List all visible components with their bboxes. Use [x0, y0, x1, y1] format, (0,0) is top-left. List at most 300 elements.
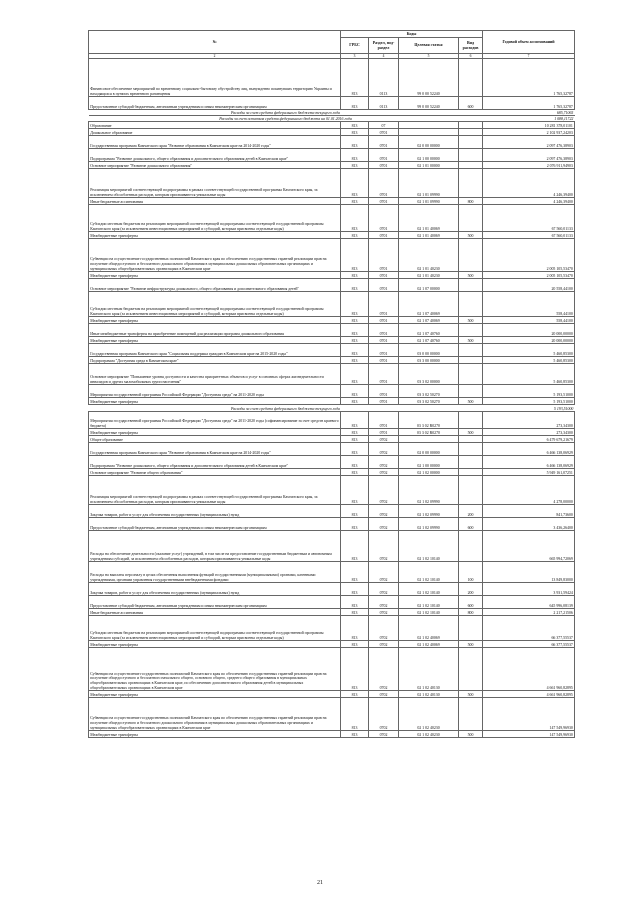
- row-amount: 20 000,00000: [483, 324, 575, 337]
- row-article: 02 1 02 09990: [399, 476, 459, 505]
- row-grbs: 813: [341, 272, 369, 279]
- row-name: Предоставление субсидий бюджетным, автономным учреждениям и иным некоммерческим организациям: [89, 518, 341, 531]
- row-name: Дошкольное образование: [89, 129, 341, 136]
- table-row: [89, 136, 575, 149]
- row-article: 03 0 00 00000: [399, 344, 459, 357]
- table-row: [89, 324, 575, 337]
- table-row: [89, 122, 575, 129]
- row-expense-type: [459, 456, 483, 469]
- row-article: 02 1 02 10140: [399, 583, 459, 596]
- row-section: 0702: [369, 531, 399, 562]
- row-amount: 2 076 911,94903: [483, 162, 575, 169]
- row-name: Иные межбюджетные трансферты на приобретение помещений для реализации программ дошкольного образования: [89, 324, 341, 337]
- row-section: 0701: [369, 344, 399, 357]
- row-amount: 6 479 679,21679: [483, 436, 575, 443]
- row-name: Мероприятия государственной программы Российской Федерации "Доступная среда" на 2011-2020 годы (софинансирование за счет средств краевого бюджета): [89, 412, 341, 429]
- row-name: Межбюджетные трансферты: [89, 272, 341, 279]
- row-amount: 4 278,00000: [483, 476, 575, 505]
- row-name: Межбюджетные трансферты: [89, 317, 341, 324]
- row-amount: 3 931,59424: [483, 583, 575, 596]
- funding-note-amount: 685,71065: [483, 110, 575, 116]
- row-article: 03 3 02 R0270: [399, 429, 459, 436]
- table-row: [89, 476, 575, 505]
- row-amount: 273,34300: [483, 429, 575, 436]
- row-name: Предоставление субсидий бюджетным, автономным учреждениям и иным некоммерческим организациям: [89, 596, 341, 609]
- row-amount: 273,34300: [483, 412, 575, 429]
- budget-table: [88, 30, 575, 738]
- row-section: 0701: [369, 279, 399, 292]
- row-name: Расходы на обеспечение деятельности (оказание услуг) учреждений, в том числе на предоставление государственным бюджетным и автономным учреждениям субсидий, за исключением обособленных расходов, которым присваиваются уникальные коды: [89, 531, 341, 562]
- table-row: [89, 272, 575, 279]
- row-expense-type: 800: [459, 198, 483, 205]
- row-section: 0702: [369, 731, 399, 738]
- row-article: 02 1 02 10140: [399, 596, 459, 609]
- row-name: Реализация мероприятий соответствующей подпрограммы в рамках соответствующей государственной программы Камчатского края, за исключением обособленных расходов, которым присваиваются уникальные коды: [89, 169, 341, 198]
- row-grbs: 813: [341, 412, 369, 429]
- row-grbs: 813: [341, 443, 369, 456]
- row-expense-type: 500: [459, 429, 483, 436]
- budget-table-body: [89, 31, 575, 738]
- row-grbs: 813: [341, 469, 369, 476]
- row-expense-type: 500: [459, 398, 483, 405]
- funding-note-amount: 1 088,11722: [483, 116, 575, 122]
- row-article: 02 0 00 00000: [399, 443, 459, 456]
- row-article: 03 3 02 R0270: [399, 412, 459, 429]
- row-grbs: 813: [341, 122, 369, 129]
- row-amount: 5 460,85300: [483, 357, 575, 364]
- row-article: 03 3 00 00000: [399, 357, 459, 364]
- funding-note-text: Расходы за счет средств федерального бюджета текущего года: [89, 110, 483, 116]
- row-article: 02 1 02 40230: [399, 731, 459, 738]
- row-section: 0702: [369, 505, 399, 518]
- row-name: Расходы на выплаты персоналу в целях обеспечения выполнения функций государственными (муниципальными) органами, казенными учреждениями, органами управления государственными внебюджетными фондами: [89, 562, 341, 583]
- row-grbs: 813: [341, 641, 369, 648]
- row-section: 0702: [369, 583, 399, 596]
- row-grbs: 813: [341, 317, 369, 324]
- row-grbs: 813: [341, 436, 369, 443]
- header-row: [89, 31, 575, 38]
- row-section: 0701: [369, 205, 399, 232]
- table-row: [89, 97, 575, 110]
- table-row: [89, 531, 575, 562]
- row-grbs: 813: [341, 344, 369, 357]
- row-expense-type: 800: [459, 609, 483, 616]
- table-row: [89, 205, 575, 232]
- table-row: [89, 436, 575, 443]
- row-article: [399, 436, 459, 443]
- table-row: [89, 616, 575, 641]
- row-section: 0701: [369, 429, 399, 436]
- row-expense-type: 500: [459, 232, 483, 239]
- row-amount: 147 549,96930: [483, 731, 575, 738]
- row-section: 0702: [369, 698, 399, 731]
- row-expense-type: 500: [459, 691, 483, 698]
- table-row: [89, 691, 575, 698]
- row-amount: 558,44100: [483, 317, 575, 324]
- table-row: [89, 596, 575, 609]
- row-name: Подпрограмма "Развитие дошкольного, общего образования и дополнительного образования детей в Камчатском крае": [89, 149, 341, 162]
- row-name: Межбюджетные трансферты: [89, 731, 341, 738]
- row-expense-type: 200: [459, 505, 483, 518]
- row-section: 0702: [369, 518, 399, 531]
- row-name: Основное мероприятие "Развитие инфраструктуры дошкольного, общего образования и дополнительного образования детей": [89, 279, 341, 292]
- row-grbs: 813: [341, 205, 369, 232]
- row-grbs: 813: [341, 691, 369, 698]
- row-grbs: 813: [341, 505, 369, 518]
- table-row: [89, 429, 575, 436]
- row-article: 02 1 07 00000: [399, 279, 459, 292]
- table-row: [89, 364, 575, 385]
- row-amount: 2 097 476,38903: [483, 149, 575, 162]
- row-article: [399, 122, 459, 129]
- row-section: 07: [369, 122, 399, 129]
- row-grbs: 813: [341, 357, 369, 364]
- row-grbs: 813: [341, 596, 369, 609]
- row-grbs: 813: [341, 324, 369, 337]
- row-expense-type: [459, 469, 483, 476]
- row-name: Иные бюджетные ассигнования: [89, 198, 341, 205]
- table-row: [89, 149, 575, 162]
- row-expense-type: [459, 476, 483, 505]
- row-grbs: 813: [341, 198, 369, 205]
- row-amount: 5 193,51000: [483, 385, 575, 398]
- column-number: 6: [459, 54, 483, 59]
- row-amount: 5 949 161,07251: [483, 469, 575, 476]
- row-expense-type: [459, 136, 483, 149]
- row-expense-type: 500: [459, 272, 483, 279]
- table-row: [89, 317, 575, 324]
- row-article: 02 1 02 00000: [399, 469, 459, 476]
- row-name: Закупка товаров, работ и услуг для обеспечения государственных (муниципальных) нужд: [89, 583, 341, 596]
- row-section: 0701: [369, 398, 399, 405]
- row-expense-type: [459, 149, 483, 162]
- table-row: [89, 648, 575, 691]
- header-grbs: ГРБС: [341, 38, 369, 54]
- row-article: 02 1 02 40130: [399, 648, 459, 691]
- row-article: 99 0 00 52240: [399, 59, 459, 97]
- row-name: Предоставление субсидий бюджетным, автономным учреждениям и иным некоммерческим организациям: [89, 97, 341, 110]
- row-article: 02 1 01 00000: [399, 162, 459, 169]
- row-amount: 13 849,83000: [483, 562, 575, 583]
- row-expense-type: [459, 169, 483, 198]
- row-section: 0701: [369, 198, 399, 205]
- row-section: 0701: [369, 385, 399, 398]
- row-article: 02 1 02 40230: [399, 698, 459, 731]
- row-grbs: 813: [341, 698, 369, 731]
- table-row: [89, 239, 575, 272]
- row-expense-type: [459, 616, 483, 641]
- row-amount: 1 765,32787: [483, 97, 575, 110]
- row-expense-type: 100: [459, 562, 483, 583]
- row-article: 02 1 02 09990: [399, 505, 459, 518]
- row-grbs: 813: [341, 531, 369, 562]
- row-grbs: 813: [341, 562, 369, 583]
- row-expense-type: [459, 436, 483, 443]
- table-row: [89, 357, 575, 364]
- row-section: 0701: [369, 232, 399, 239]
- row-name: Подпрограмма "Доступная среда в Камчатском крае": [89, 357, 341, 364]
- table-row: [89, 129, 575, 136]
- row-grbs: 813: [341, 232, 369, 239]
- row-expense-type: 600: [459, 596, 483, 609]
- row-name: Межбюджетные трансферты: [89, 691, 341, 698]
- row-grbs: 813: [341, 731, 369, 738]
- row-amount: 2 005 105,53470: [483, 239, 575, 272]
- row-section: 0113: [369, 59, 399, 97]
- row-article: 02 1 00 00000: [399, 149, 459, 162]
- row-article: 02 1 07 40069: [399, 317, 459, 324]
- row-amount: 67 560,01133: [483, 232, 575, 239]
- row-section: 0702: [369, 469, 399, 476]
- funding-note-text: Расходы за счет остатков средств федерального бюджета на 01.01.2016 года: [89, 116, 483, 122]
- row-section: 0701: [369, 364, 399, 385]
- row-amount: 4 661 960,82895: [483, 691, 575, 698]
- row-name: Основное мероприятие "Развитие общего образования": [89, 469, 341, 476]
- table-row: [89, 279, 575, 292]
- row-grbs: 813: [341, 97, 369, 110]
- row-grbs: 813: [341, 398, 369, 405]
- row-section: 0702: [369, 562, 399, 583]
- row-expense-type: [459, 648, 483, 691]
- row-grbs: 813: [341, 59, 369, 97]
- row-section: 0702: [369, 596, 399, 609]
- row-name: Подпрограмма "Развитие дошкольного, общего образования и дополнительного образования детей в Камчатском крае": [89, 456, 341, 469]
- row-name: Образование: [89, 122, 341, 129]
- header-codes: Коды: [341, 31, 483, 38]
- row-amount: 147 549,96930: [483, 698, 575, 731]
- row-section: 0701: [369, 272, 399, 279]
- row-grbs: 813: [341, 169, 369, 198]
- row-article: 02 1 02 10140: [399, 609, 459, 616]
- row-expense-type: [459, 279, 483, 292]
- row-name: Основное мероприятие "Повышение уровня доступности и качества приоритетных объектов и услуг в основных сферах жизнедеятельности инвалидов и других маломобильных групп населения": [89, 364, 341, 385]
- row-expense-type: 600: [459, 518, 483, 531]
- row-amount: 10 281 378,01101: [483, 122, 575, 129]
- row-expense-type: [459, 205, 483, 232]
- row-grbs: 813: [341, 239, 369, 272]
- row-name: Основное мероприятие "Развитие дошкольного образования": [89, 162, 341, 169]
- table-row: [89, 385, 575, 398]
- row-grbs: 813: [341, 149, 369, 162]
- row-amount: 5 460,85300: [483, 344, 575, 357]
- row-article: 02 1 07 40760: [399, 337, 459, 344]
- row-name: Иные бюджетные ассигнования: [89, 609, 341, 616]
- row-article: 02 1 02 10140: [399, 562, 459, 583]
- row-expense-type: [459, 443, 483, 456]
- row-amount: 20 558,44100: [483, 279, 575, 292]
- row-section: 0701: [369, 239, 399, 272]
- row-grbs: 813: [341, 385, 369, 398]
- row-section: 0701: [369, 169, 399, 198]
- row-section: 0702: [369, 609, 399, 616]
- table-row: [89, 412, 575, 429]
- row-expense-type: [459, 412, 483, 429]
- table-row: [89, 562, 575, 583]
- column-number: 7: [483, 54, 575, 59]
- table-row: [89, 456, 575, 469]
- row-amount: 558,44100: [483, 292, 575, 317]
- row-grbs: 813: [341, 162, 369, 169]
- column-number: 3: [341, 54, 369, 59]
- funding-note-amount: 5 193,51000: [483, 405, 575, 412]
- row-grbs: 813: [341, 476, 369, 505]
- row-amount: 6 466 138,06929: [483, 456, 575, 469]
- table-row: [89, 169, 575, 198]
- row-expense-type: [459, 129, 483, 136]
- row-amount: 645 996,08139: [483, 596, 575, 609]
- row-expense-type: 500: [459, 731, 483, 738]
- row-section: 0701: [369, 412, 399, 429]
- row-name: Общее образование: [89, 436, 341, 443]
- row-amount: 665 994,72069: [483, 531, 575, 562]
- row-section: 0702: [369, 616, 399, 641]
- row-section: 0702: [369, 476, 399, 505]
- row-amount: 2 097 476,38903: [483, 136, 575, 149]
- row-grbs: 813: [341, 583, 369, 596]
- row-amount: 4 246,39400: [483, 169, 575, 198]
- table-row: [89, 59, 575, 97]
- row-name: Межбюджетные трансферты: [89, 337, 341, 344]
- row-amount: 5 460,85300: [483, 364, 575, 385]
- row-article: 03 3 02 00000: [399, 364, 459, 385]
- header-number: №: [89, 31, 341, 54]
- row-amount: 2 102 937,24203: [483, 129, 575, 136]
- row-name: Реализация мероприятий соответствующей подпрограммы в рамках соответствующей государственной программы Камчатского края, за исключением обособленных расходов, которым присваиваются уникальные коды: [89, 476, 341, 505]
- row-amount: 67 560,01133: [483, 205, 575, 232]
- row-article: 02 1 07 40069: [399, 292, 459, 317]
- column-number: 2: [89, 54, 341, 59]
- row-amount: 841,73600: [483, 505, 575, 518]
- row-amount: 3 436,26400: [483, 518, 575, 531]
- row-name: Межбюджетные трансферты: [89, 429, 341, 436]
- row-article: 03 3 02 50270: [399, 385, 459, 398]
- row-expense-type: 600: [459, 97, 483, 110]
- row-amount: 1 765,32787: [483, 59, 575, 97]
- table-row: [89, 443, 575, 456]
- row-article: 02 1 07 40760: [399, 324, 459, 337]
- table-row: [89, 583, 575, 596]
- table-row: [89, 398, 575, 405]
- row-name: Закупка товаров, работ и услуг для обеспечения государственных (муниципальных) нужд: [89, 505, 341, 518]
- page-number: 21: [317, 880, 323, 886]
- row-article: 03 3 02 50270: [399, 398, 459, 405]
- row-expense-type: [459, 292, 483, 317]
- row-grbs: 813: [341, 337, 369, 344]
- column-number: 4: [369, 54, 399, 59]
- row-expense-type: [459, 364, 483, 385]
- row-name: Межбюджетные трансферты: [89, 641, 341, 648]
- header-expense-type: Вид расходов: [459, 38, 483, 54]
- row-section: 0701: [369, 317, 399, 324]
- row-section: 0701: [369, 357, 399, 364]
- row-grbs: 813: [341, 129, 369, 136]
- row-amount: 2 005 105,53470: [483, 272, 575, 279]
- row-name: Государственная программа Камчатского края "Развитие образования в Камчатском крае на 2014-2020 годы": [89, 136, 341, 149]
- row-expense-type: [459, 162, 483, 169]
- row-section: 0701: [369, 324, 399, 337]
- row-expense-type: [459, 385, 483, 398]
- row-amount: 20 000,00000: [483, 337, 575, 344]
- funding-note-row: [89, 405, 575, 412]
- row-grbs: 813: [341, 518, 369, 531]
- row-article: 02 1 02 09990: [399, 518, 459, 531]
- row-name: Межбюджетные трансферты: [89, 398, 341, 405]
- row-name: Субсидии местным бюджетам на реализацию мероприятий соответствующей подпрограммы соответствующей государственной программы Камчатского края (за исключением инвестиционных мероприятий и субсидий, которым присвоены отдельные коды): [89, 205, 341, 232]
- row-name: Субвенции на осуществление государственных полномочий Камчатского края по обеспечению государственных гарантий реализации прав на получение общедоступного и бесплатного дошкольного образования в муниципальных дошкольных образовательных организациях и муниципальных общеобразовательных организациях в Камчатском крае: [89, 239, 341, 272]
- row-article: 02 1 02 10140: [399, 531, 459, 562]
- row-section: 0701: [369, 337, 399, 344]
- table-row: [89, 337, 575, 344]
- row-name: Финансовое обеспечение мероприятий по временному социально-бытовому обустройству лиц, вынужденно покинувших территорию Украины и находящихся в пунктах временного размещения: [89, 59, 341, 97]
- row-expense-type: [459, 239, 483, 272]
- table-row: [89, 641, 575, 648]
- row-article: 02 1 01 40230: [399, 272, 459, 279]
- row-amount: 4 661 960,82895: [483, 648, 575, 691]
- row-expense-type: [459, 324, 483, 337]
- row-expense-type: [459, 59, 483, 97]
- row-grbs: 813: [341, 364, 369, 385]
- row-amount: 66 377,55537: [483, 641, 575, 648]
- row-section: 0702: [369, 443, 399, 456]
- row-amount: 6 466 138,06929: [483, 443, 575, 456]
- row-section: 0701: [369, 162, 399, 169]
- row-section: 0701: [369, 129, 399, 136]
- table-row: [89, 469, 575, 476]
- row-name: Государственная программа Камчатского края "Развитие образования в Камчатском крае на 2014-2020 годы": [89, 443, 341, 456]
- row-article: 02 1 00 00000: [399, 456, 459, 469]
- row-section: 0701: [369, 136, 399, 149]
- row-article: 02 1 02 40130: [399, 691, 459, 698]
- row-section: 0702: [369, 456, 399, 469]
- row-name: Мероприятия государственной программы Российской Федерации "Доступная среда" на 2011-2020 годы: [89, 385, 341, 398]
- row-grbs: 813: [341, 429, 369, 436]
- table-row: [89, 609, 575, 616]
- table-row: [89, 505, 575, 518]
- row-expense-type: [459, 344, 483, 357]
- row-expense-type: 500: [459, 317, 483, 324]
- row-name: Субсидии местным бюджетам на реализацию мероприятий соответствующей подпрограммы соответствующей государственной программы Камчатского края (за исключением инвестиционных мероприятий и субсидий, которым присвоены отдельные коды): [89, 292, 341, 317]
- table-row: [89, 162, 575, 169]
- row-section: 0702: [369, 641, 399, 648]
- row-expense-type: 200: [459, 583, 483, 596]
- row-expense-type: [459, 122, 483, 129]
- row-section: 0702: [369, 648, 399, 691]
- row-article: 02 1 02 40069: [399, 616, 459, 641]
- row-article: 02 1 01 40069: [399, 205, 459, 232]
- table-row: [89, 518, 575, 531]
- row-grbs: 813: [341, 648, 369, 691]
- row-section: 0702: [369, 691, 399, 698]
- row-name: Субвенции на осуществление государственных полномочий Камчатского края по обеспечению государственных гарантий реализации прав на получение общедоступного и бесплатного дошкольного образования в муниципальных дошкольных образовательных организациях и муниципальных общеобразовательных организациях в Камчатском крае: [89, 698, 341, 731]
- header-section: Раздел, под-раздел: [369, 38, 399, 54]
- row-name: Субвенции на осуществление государственных полномочий Камчатского края по обеспечению государственных гарантий реализации прав на получение общедоступного и бесплатного начального общего, основного общего, среднего общего образования в муниципальных общеобразовательных организациях в Камчатском крае, по обеспечению дополнительного образования детей в муниципальных общеобразовательных организациях в Камчатском крае: [89, 648, 341, 691]
- row-section: 0702: [369, 436, 399, 443]
- row-article: 02 1 01 09990: [399, 169, 459, 198]
- row-grbs: 813: [341, 292, 369, 317]
- row-article: 02 1 02 40069: [399, 641, 459, 648]
- row-grbs: 813: [341, 616, 369, 641]
- row-article: 99 0 00 52240: [399, 97, 459, 110]
- row-grbs: 813: [341, 136, 369, 149]
- row-expense-type: [459, 698, 483, 731]
- row-article: 02 1 01 40069: [399, 232, 459, 239]
- row-article: 02 1 01 09990: [399, 198, 459, 205]
- header-article: Целевая статья: [399, 38, 459, 54]
- row-name: Государственная программа Камчатского края "Социальная поддержка граждан в Камчатском крае на 2015-2020 годы": [89, 344, 341, 357]
- table-row: [89, 698, 575, 731]
- row-amount: 5 193,51000: [483, 398, 575, 405]
- row-amount: 4 246,39400: [483, 198, 575, 205]
